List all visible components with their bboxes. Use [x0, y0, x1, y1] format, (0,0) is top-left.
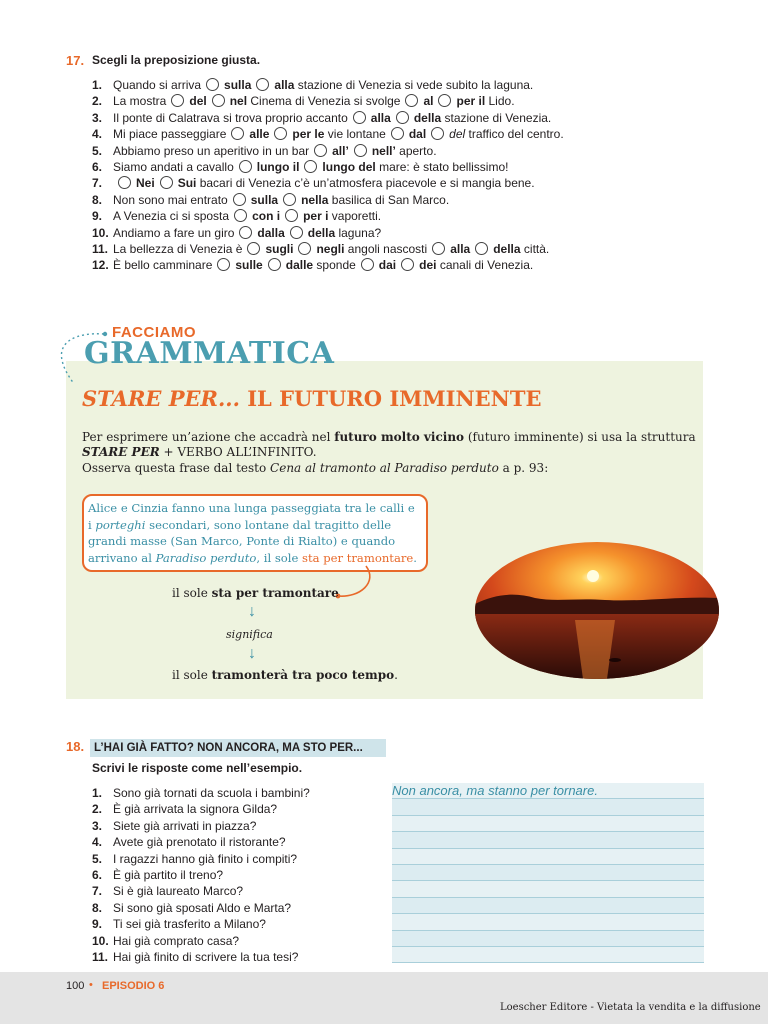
sentence-text: Andiamo a fare un giro: [113, 225, 235, 240]
option-label: alle: [249, 127, 270, 142]
sentence-text: Il ponte di Calatrava si trova proprio accanto: [113, 110, 348, 125]
option-label: nella: [301, 192, 329, 207]
item-number: 10.: [92, 225, 109, 240]
sentence-text: stazione di Venezia si vede subito la laguna.: [294, 78, 534, 92]
option-radio[interactable]: [391, 127, 404, 140]
item-number: 1.: [92, 78, 103, 92]
example-line-1: [172, 586, 339, 600]
option-radio[interactable]: [298, 242, 311, 255]
text: il sole: [172, 668, 212, 682]
option-label: alla: [450, 241, 471, 256]
item-number: 8.: [92, 192, 103, 207]
item-number: 9.: [92, 209, 103, 224]
text: Osserva questa frase dal testo: [82, 461, 271, 475]
option-label: dalle: [285, 258, 314, 273]
item-number: 1.: [92, 786, 103, 800]
example-line-2: [172, 668, 398, 682]
option-radio[interactable]: [432, 242, 445, 255]
sentence-text: canali di Venezia.: [436, 258, 534, 273]
exercise-17-title: Scegli la preposizione giusta.: [92, 53, 261, 67]
answer-line[interactable]: [392, 947, 704, 963]
question-text: È già arrivata la signora Gilda?: [113, 802, 278, 817]
text: .: [394, 668, 398, 682]
option-label: Nei: [136, 176, 155, 191]
answer-line[interactable]: [392, 816, 704, 832]
option-label: Sui: [177, 176, 197, 191]
option-label: sulla: [250, 192, 279, 207]
option-label: alla: [370, 110, 391, 125]
answer-line[interactable]: [392, 898, 704, 914]
exercise-18-item: [92, 851, 310, 867]
text-bold: sta per tramontare: [211, 586, 339, 600]
item-number: 6.: [92, 159, 103, 174]
sentence-text: traffico del centro.: [465, 127, 564, 142]
question-text: Sono già tornati da scuola i bambini?: [113, 786, 310, 800]
exercise-17-item: [92, 143, 564, 159]
option-radio[interactable]: [233, 193, 246, 206]
page-number: 100: [66, 980, 85, 992]
sentence-text: stazione di Venezia.: [441, 110, 552, 125]
exercise-17-item: [92, 110, 564, 126]
text: il sole: [172, 586, 212, 600]
text-bold: futuro molto vicino: [334, 430, 465, 444]
option-radio[interactable]: [239, 160, 252, 173]
sentence-text: A Venezia ci si sposta: [113, 209, 230, 224]
option-radio[interactable]: [217, 258, 230, 271]
option-radio[interactable]: [274, 127, 287, 140]
item-number: 5.: [92, 143, 103, 158]
exercise-18-title: L’HAI GIÀ FATTO? NON ANCORA, MA STO PER...: [90, 739, 386, 757]
sentence-text: angoli nascosti: [344, 241, 428, 256]
item-number: 6.: [92, 867, 103, 882]
footer-bullet: •: [89, 979, 93, 991]
section-title: GRAMMATICA: [84, 336, 335, 371]
option-label: con i: [252, 209, 281, 224]
sentence-text: bacari di Venezia c’è un’atmosfera piacevole e si mangia bene.: [196, 176, 535, 191]
item-number: 4.: [92, 835, 103, 850]
sentence-text: Abbiamo preso un aperitivo in un bar: [113, 143, 310, 158]
option-label: sugli: [265, 241, 294, 256]
option-radio[interactable]: [234, 209, 247, 222]
question-text: Si sono già sposati Aldo e Marta?: [113, 900, 292, 915]
item-number: 11.: [92, 949, 109, 964]
exercise-17-number: 17.: [66, 53, 85, 68]
option-label: sulla: [224, 78, 252, 92]
text: .: [413, 550, 417, 565]
option-radio[interactable]: [118, 176, 131, 189]
significa-label: significa: [226, 628, 273, 641]
option-radio[interactable]: [285, 209, 298, 222]
answer-line[interactable]: [392, 881, 704, 897]
option-label: sulle: [235, 258, 263, 273]
option-label: della: [493, 241, 521, 256]
item-number: 4.: [92, 127, 103, 142]
sentence-text: Siamo andati a cavallo: [113, 159, 234, 174]
option-label: all’: [332, 143, 349, 158]
section-kicker: FACCIAMO: [112, 324, 196, 341]
answer-line[interactable]: [392, 799, 704, 815]
grammar-paragraph-3: [82, 461, 548, 476]
option-radio[interactable]: [475, 242, 488, 255]
sentence-text: È bello camminare: [113, 258, 213, 273]
publisher-notice: Loescher Editore - Vietata la vendita e la diffusione: [500, 1002, 761, 1013]
exercise-17-item: [92, 175, 564, 191]
question-text: Ti sei già trasferito a Milano?: [113, 917, 266, 932]
text: , il sole: [256, 550, 303, 565]
episode-label: EPISODIO 6: [102, 980, 165, 992]
option-radio[interactable]: [231, 127, 244, 140]
example-answer: Non ancora, ma stanno per tornare.: [392, 783, 598, 798]
sentence-text: Mi piace passeggiare: [113, 127, 227, 142]
item-number: 11.: [92, 241, 109, 256]
option-label: dalla: [257, 225, 285, 240]
item-number: 9.: [92, 917, 103, 932]
exercise-17-item: [92, 126, 564, 142]
sentence-text: Quando si arriva: [113, 78, 202, 92]
option-radio[interactable]: [361, 258, 374, 271]
option-label: nell’: [371, 143, 396, 158]
option-label: dei: [419, 258, 437, 273]
text: secondari, sono lontane dal tragitto delle grandi masse (San Marco, Ponte di Rialto) e quando arrivano al: [88, 517, 396, 565]
option-label: per le: [292, 127, 325, 142]
grammar-heading-italic: STARE PER...: [82, 386, 240, 411]
sentence-text: La bellezza di Venezia è: [113, 241, 243, 256]
exercise-17-list: [92, 77, 564, 274]
text-highlight: sta per tramontare: [302, 550, 414, 565]
option-radio[interactable]: [431, 127, 444, 140]
item-number: 2.: [92, 94, 103, 109]
option-label: lungo del: [322, 159, 376, 174]
option-label: lungo il: [256, 159, 300, 174]
option-radio[interactable]: [212, 94, 225, 107]
exercise-18-number: 18.: [66, 739, 85, 754]
option-radio[interactable]: [171, 94, 184, 107]
question-text: Siete già arrivati in piazza?: [113, 818, 257, 833]
option-radio[interactable]: [290, 226, 303, 239]
exercise-17-item: [92, 257, 564, 273]
exercise-18-item: [92, 900, 310, 916]
option-radio[interactable]: [354, 144, 367, 157]
item-number: 3.: [92, 818, 103, 833]
sunset-image: [475, 542, 719, 679]
option-label: dai: [378, 258, 397, 273]
option-radio[interactable]: [206, 78, 219, 91]
grammar-paragraph-1: [82, 430, 696, 445]
item-number: 2.: [92, 802, 103, 817]
answer-line[interactable]: [392, 832, 704, 848]
option-label: al: [423, 94, 434, 109]
arrow-down-icon: ↓: [248, 645, 256, 662]
answer-line[interactable]: [392, 849, 704, 865]
quote-text: [88, 500, 418, 566]
option-label: alla: [274, 78, 295, 92]
exercise-18-item: [92, 883, 310, 899]
option-radio[interactable]: [314, 144, 327, 157]
text-bold: tramonterà tra poco tempo: [211, 668, 395, 682]
exercise-18-item: [92, 933, 310, 949]
exercise-17-item: [92, 192, 564, 208]
item-number: 7.: [92, 884, 103, 899]
exercise-18-item: [92, 834, 310, 850]
sentence-text: città.: [520, 241, 550, 256]
sentence-text: laguna?: [335, 225, 382, 240]
question-text: Hai già finito di scrivere la tua tesi?: [113, 949, 299, 964]
exercise-18-item: [92, 916, 310, 932]
exercise-18-item: [92, 867, 310, 883]
sentence-text: aperto.: [395, 143, 437, 158]
option-label: della: [307, 225, 336, 240]
answer-line[interactable]: [392, 865, 704, 881]
text: Per esprimere un’azione che accadrà nel: [82, 430, 335, 444]
option-label: per il: [456, 94, 486, 109]
exercise-18-instruction: Scrivi le risposte come nell’esempio.: [92, 761, 303, 775]
option-radio[interactable]: [438, 94, 451, 107]
option-radio[interactable]: [405, 94, 418, 107]
option-radio[interactable]: [304, 160, 317, 173]
exercise-17-item: [92, 241, 564, 257]
sentence-text: Cinema di Venezia si svolge: [247, 94, 401, 109]
question-text: Si è già laureato Marco?: [113, 884, 244, 899]
grammar-paragraph-2: [82, 445, 317, 460]
option-label: del: [449, 127, 466, 142]
sentence-text: vie lontane: [324, 127, 386, 142]
answer-lines: [392, 783, 704, 963]
exercise-18-list: [92, 785, 310, 965]
option-label: della: [413, 110, 442, 125]
sentence-text: Lido.: [485, 94, 515, 109]
text: a p. 93:: [498, 461, 549, 475]
question-text: I ragazzi hanno già finito i compiti?: [113, 851, 298, 866]
exercise-18-item: [92, 785, 310, 801]
item-number: 5.: [92, 851, 103, 866]
question-text: È già partito il treno?: [113, 867, 224, 882]
exercise-18-item: [92, 818, 310, 834]
option-label: dal: [408, 127, 427, 142]
exercise-18-item: [92, 949, 310, 965]
exercise-18-item: [92, 801, 310, 817]
arrow-down-icon: ↓: [248, 603, 256, 620]
sentence-text: sponde: [313, 258, 356, 273]
sentence-text: basilica di San Marco.: [328, 192, 450, 207]
answer-line[interactable]: [392, 931, 704, 947]
option-label: del: [189, 94, 207, 109]
option-label: nel: [229, 94, 248, 109]
question-text: Hai già comprato casa?: [113, 933, 240, 948]
option-radio[interactable]: [396, 111, 409, 124]
option-radio[interactable]: [247, 242, 260, 255]
option-radio[interactable]: [401, 258, 414, 271]
sentence-text: vaporetti.: [328, 209, 382, 224]
text-italic: Cena al tramonto al Paradiso perduto: [270, 461, 499, 475]
answer-line[interactable]: [392, 914, 704, 930]
option-radio[interactable]: [160, 176, 173, 189]
text: Alice e Cinzia fanno una lunga passeggiata tra le calli e i: [88, 501, 415, 532]
exercise-17-item: [92, 93, 564, 109]
item-number: 7.: [92, 176, 103, 191]
text: + VERBO ALL’INFINITO.: [159, 445, 317, 459]
question-text: Avete già prenotato il ristorante?: [113, 835, 286, 850]
sentence-text: mare: è stato bellissimo!: [375, 159, 509, 174]
option-radio[interactable]: [353, 111, 366, 124]
item-number: 12.: [92, 258, 109, 273]
option-radio[interactable]: [256, 78, 269, 91]
item-number: 10.: [92, 933, 109, 948]
exercise-17-item: [92, 208, 564, 224]
item-number: 8.: [92, 900, 103, 915]
text-italic: porteghi: [95, 517, 146, 532]
grammar-heading-rest: IL FUTURO IMMINENTE: [239, 386, 542, 411]
exercise-17-item: [92, 159, 564, 175]
exercise-17-item: [92, 77, 564, 93]
option-label: negli: [316, 241, 345, 256]
exercise-17-item: [92, 225, 564, 241]
option-radio[interactable]: [283, 193, 296, 206]
option-radio[interactable]: [268, 258, 281, 271]
grammar-heading: [82, 386, 542, 411]
text-bold-italic: STARE PER: [82, 445, 160, 459]
text-italic: Paradiso perduto: [155, 550, 257, 565]
option-label: per i: [303, 209, 329, 224]
option-radio[interactable]: [239, 226, 252, 239]
item-number: 3.: [92, 110, 103, 125]
sentence-text: La mostra: [113, 94, 167, 109]
text: (futuro imminente) si usa la struttura: [464, 430, 696, 444]
sentence-text: Non sono mai entrato: [113, 192, 228, 207]
